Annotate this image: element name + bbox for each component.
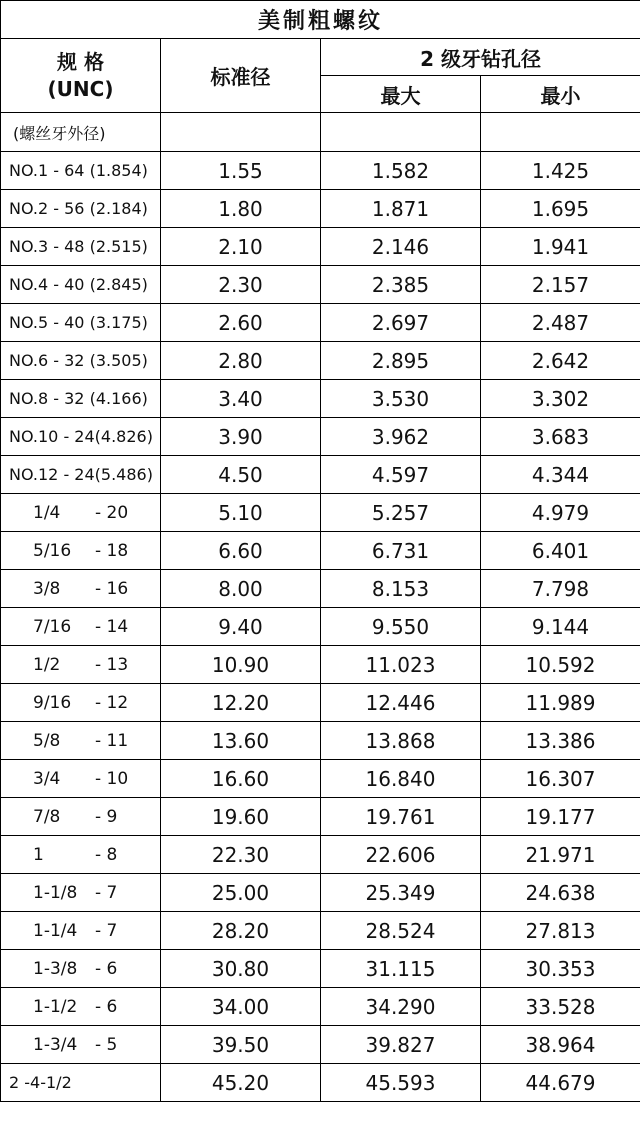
- cell-min: 11.989: [481, 684, 640, 722]
- cell-max: 45.593: [321, 1064, 481, 1102]
- cell-spec: NO.1 - 64 (1.854): [1, 152, 161, 190]
- table-row: [1, 1064, 640, 1102]
- cell-min: 3.683: [481, 418, 640, 456]
- cell-min: 27.813: [481, 912, 640, 950]
- table-row: [1, 494, 640, 532]
- spec-pitch: - 6: [95, 958, 118, 979]
- cell-max: 2.385: [321, 266, 481, 304]
- cell-spec: NO.6 - 32 (3.505): [1, 342, 161, 380]
- cell-std: 1.55: [161, 152, 321, 190]
- cell-std: 30.80: [161, 950, 321, 988]
- cell-min: 24.638: [481, 874, 640, 912]
- cell-max: 8.153: [321, 570, 481, 608]
- table-row: [1, 912, 640, 950]
- cell-spec: [1, 912, 161, 950]
- table-row: [1, 570, 640, 608]
- spec-size: 1/4: [33, 502, 61, 523]
- spec-pitch: - 8: [95, 844, 118, 865]
- table-row: [1, 988, 640, 1026]
- spec-size: 1-1/2: [33, 996, 78, 1017]
- cell-spec: [1, 1026, 161, 1064]
- cell-spec: [1, 494, 161, 532]
- spec-pitch: - 7: [95, 920, 118, 941]
- cell-std: 13.60: [161, 722, 321, 760]
- spec-pitch: - 10: [95, 768, 129, 789]
- table-row: [1, 342, 640, 380]
- cell-max: 2.697: [321, 304, 481, 342]
- cell-std: 34.00: [161, 988, 321, 1026]
- cell-std: 4.50: [161, 456, 321, 494]
- table-row: [1, 190, 640, 228]
- spec-pitch: - 12: [95, 692, 129, 713]
- spec-size: 1-3/8: [33, 958, 78, 979]
- spec-size: 1-1/4: [33, 920, 78, 941]
- spec-pitch: - 7: [95, 882, 118, 903]
- table-row: [1, 456, 640, 494]
- cell-std: 22.30: [161, 836, 321, 874]
- cell-std: 3.90: [161, 418, 321, 456]
- header-spec-line1: 规 格: [57, 49, 104, 74]
- cell-max: 13.868: [321, 722, 481, 760]
- table-row: [1, 646, 640, 684]
- cell-std: 12.20: [161, 684, 321, 722]
- cell-std: 10.90: [161, 646, 321, 684]
- cell-spec: NO.3 - 48 (2.515): [1, 228, 161, 266]
- spec-pitch: - 18: [95, 540, 129, 561]
- cell-spec: 2 -4-1/2: [1, 1064, 161, 1102]
- table-row: [1, 380, 640, 418]
- table-row: [1, 836, 640, 874]
- cell-spec: NO.5 - 40 (3.175): [1, 304, 161, 342]
- cell-min: 2.487: [481, 304, 640, 342]
- cell-std: 2.60: [161, 304, 321, 342]
- spec-pitch: - 20: [95, 502, 129, 523]
- cell-max: 25.349: [321, 874, 481, 912]
- table-row: [1, 722, 640, 760]
- cell-min: 16.307: [481, 760, 640, 798]
- table-row: [1, 152, 640, 190]
- cell-max: 2.146: [321, 228, 481, 266]
- cell-min: 44.679: [481, 1064, 640, 1102]
- header-note-empty: [321, 113, 481, 152]
- cell-min: 6.401: [481, 532, 640, 570]
- spec-size: 1: [33, 844, 44, 865]
- spec-pitch: - 9: [95, 806, 118, 827]
- spec-size: 9/16: [33, 692, 72, 713]
- header-spec-line2: (UNC): [47, 76, 114, 101]
- spec-pitch: - 5: [95, 1034, 118, 1055]
- cell-std: 9.40: [161, 608, 321, 646]
- cell-spec: NO.2 - 56 (2.184): [1, 190, 161, 228]
- spec-pitch: - 11: [95, 730, 129, 751]
- cell-min: 4.979: [481, 494, 640, 532]
- cell-spec: [1, 874, 161, 912]
- cell-min: 2.157: [481, 266, 640, 304]
- cell-min: 30.353: [481, 950, 640, 988]
- cell-std: 8.00: [161, 570, 321, 608]
- cell-max: 34.290: [321, 988, 481, 1026]
- cell-spec: NO.10 - 24(4.826): [1, 418, 161, 456]
- table-row: [1, 608, 640, 646]
- cell-min: 1.425: [481, 152, 640, 190]
- cell-spec: [1, 798, 161, 836]
- table-row: [1, 684, 640, 722]
- cell-min: 21.971: [481, 836, 640, 874]
- cell-spec: [1, 646, 161, 684]
- cell-std: 2.80: [161, 342, 321, 380]
- spec-size: 7/16: [33, 616, 72, 637]
- cell-min: 33.528: [481, 988, 640, 1026]
- cell-max: 2.895: [321, 342, 481, 380]
- spec-size: 1/2: [33, 654, 61, 675]
- cell-max: 31.115: [321, 950, 481, 988]
- cell-std: 28.20: [161, 912, 321, 950]
- cell-min: 10.592: [481, 646, 640, 684]
- cell-spec: [1, 570, 161, 608]
- cell-min: 2.642: [481, 342, 640, 380]
- cell-std: 2.10: [161, 228, 321, 266]
- cell-std: 3.40: [161, 380, 321, 418]
- cell-min: 13.386: [481, 722, 640, 760]
- cell-spec: NO.8 - 32 (4.166): [1, 380, 161, 418]
- header-note: (螺丝牙外径): [1, 113, 161, 152]
- cell-max: 6.731: [321, 532, 481, 570]
- cell-spec: [1, 836, 161, 874]
- header-note-empty: [481, 113, 640, 152]
- cell-std: 19.60: [161, 798, 321, 836]
- table-row: [1, 418, 640, 456]
- spec-size: 1-1/8: [33, 882, 78, 903]
- spec-size: 3/8: [33, 578, 61, 599]
- cell-max: 1.871: [321, 190, 481, 228]
- header-standard: 标准径: [161, 39, 321, 113]
- cell-min: 7.798: [481, 570, 640, 608]
- cell-min: 1.941: [481, 228, 640, 266]
- cell-max: 5.257: [321, 494, 481, 532]
- cell-min: 38.964: [481, 1026, 640, 1064]
- header-note-empty: [161, 113, 321, 152]
- cell-spec: [1, 532, 161, 570]
- cell-max: 11.023: [321, 646, 481, 684]
- cell-max: 9.550: [321, 608, 481, 646]
- cell-max: 19.761: [321, 798, 481, 836]
- cell-min: 9.144: [481, 608, 640, 646]
- table-row: [1, 304, 640, 342]
- spec-size: 7/8: [33, 806, 61, 827]
- table-row: [1, 266, 640, 304]
- table-row: [1, 950, 640, 988]
- header-min: 最小: [481, 76, 640, 113]
- spec-pitch: - 14: [95, 616, 129, 637]
- cell-std: 45.20: [161, 1064, 321, 1102]
- spec-pitch: - 6: [95, 996, 118, 1017]
- cell-max: 4.597: [321, 456, 481, 494]
- spec-size: 5/16: [33, 540, 72, 561]
- table-row: [1, 228, 640, 266]
- cell-spec: [1, 684, 161, 722]
- cell-std: 25.00: [161, 874, 321, 912]
- cell-min: 3.302: [481, 380, 640, 418]
- cell-max: 28.524: [321, 912, 481, 950]
- cell-std: 2.30: [161, 266, 321, 304]
- table-title: 美制粗螺纹: [1, 1, 640, 39]
- cell-spec: [1, 608, 161, 646]
- cell-max: 16.840: [321, 760, 481, 798]
- table-row: [1, 798, 640, 836]
- spec-size: 1-3/4: [33, 1034, 78, 1055]
- cell-std: 39.50: [161, 1026, 321, 1064]
- header-max: 最大: [321, 76, 481, 113]
- cell-min: 1.695: [481, 190, 640, 228]
- spec-pitch: - 13: [95, 654, 129, 675]
- spec-pitch: - 16: [95, 578, 129, 599]
- cell-max: 22.606: [321, 836, 481, 874]
- cell-min: 19.177: [481, 798, 640, 836]
- cell-spec: NO.4 - 40 (2.845): [1, 266, 161, 304]
- table-row: [1, 874, 640, 912]
- cell-std: 5.10: [161, 494, 321, 532]
- cell-max: 3.962: [321, 418, 481, 456]
- table-row: [1, 760, 640, 798]
- cell-spec: [1, 760, 161, 798]
- spec-size: 5/8: [33, 730, 61, 751]
- cell-max: 12.446: [321, 684, 481, 722]
- header-grade-drill: 2 级牙钻孔径: [321, 39, 640, 76]
- cell-spec: [1, 722, 161, 760]
- cell-spec: [1, 988, 161, 1026]
- cell-std: 1.80: [161, 190, 321, 228]
- table-row: [1, 532, 640, 570]
- table-row: [1, 1026, 640, 1064]
- cell-max: 3.530: [321, 380, 481, 418]
- cell-max: 1.582: [321, 152, 481, 190]
- cell-spec: NO.12 - 24(5.486): [1, 456, 161, 494]
- spec-size: 3/4: [33, 768, 61, 789]
- cell-std: 6.60: [161, 532, 321, 570]
- cell-max: 39.827: [321, 1026, 481, 1064]
- cell-std: 16.60: [161, 760, 321, 798]
- cell-spec: [1, 950, 161, 988]
- cell-min: 4.344: [481, 456, 640, 494]
- header-spec: [1, 39, 161, 113]
